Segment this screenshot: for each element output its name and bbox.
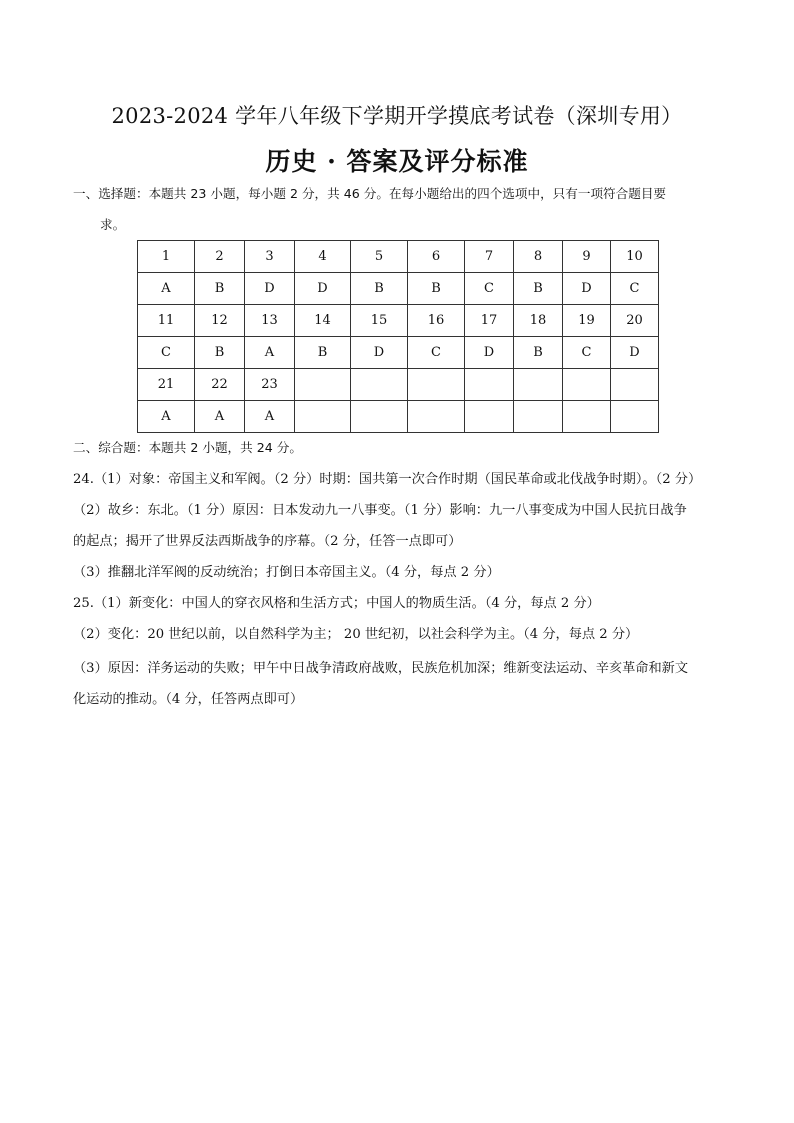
answer-cell: A	[245, 337, 295, 369]
document-title: 2023-2024 学年八年级下学期开学摸底考试卷（深圳专用）	[111, 104, 683, 128]
answer-cell: D	[295, 273, 351, 305]
question-number-cell: 2	[195, 241, 245, 273]
question-number-cell: 14	[295, 305, 351, 337]
question-number-cell	[563, 369, 611, 401]
question-number-cell	[611, 369, 659, 401]
answer-cell: C	[563, 337, 611, 369]
answer-line: 25.（1）新变化：中国人的穿衣风格和生活方式；中国人的物质生活。（4 分，每点 2 分）	[73, 596, 600, 611]
answer-line: （2）变化：20 世纪以前，以自然科学为主； 20 世纪初，以社会科学为主。（4 分，每点 2 分）	[73, 627, 639, 642]
answer-cell	[295, 401, 351, 433]
answer-line: （2）故乡：东北。（1 分）原因：日本发动九一八事变。（1 分）影响：九一八事变成为中国人民抗日战争	[73, 503, 687, 518]
answer-line: 的起点；揭开了世界反法西斯战争的序幕。（2 分，任答一点即可）	[73, 534, 462, 549]
answer-cell	[465, 401, 514, 433]
answer-line: 24.（1）对象：帝国主义和军阀。（2 分）时期：国共第一次合作时期（国民革命或北伐战争时期）。（2 分）	[73, 472, 702, 487]
answer-cell: B	[351, 273, 408, 305]
answer-cell: A	[245, 401, 295, 433]
question-number-cell: 7	[465, 241, 514, 273]
answer-cell	[408, 401, 465, 433]
answer-cell: B	[295, 337, 351, 369]
answer-cell	[351, 401, 408, 433]
answer-cell: B	[195, 273, 245, 305]
answer-table	[137, 240, 659, 433]
question-number-cell: 18	[514, 305, 563, 337]
question-number-cell	[408, 369, 465, 401]
answer-cell: B	[408, 273, 465, 305]
answer-cell	[563, 401, 611, 433]
answer-cell: D	[351, 337, 408, 369]
question-number-cell: 21	[138, 369, 195, 401]
answer-cell: A	[195, 401, 245, 433]
answer-cell: A	[138, 401, 195, 433]
answer-table-row	[138, 305, 659, 337]
question-number-cell	[351, 369, 408, 401]
section1-instructions-cont: 求。	[100, 217, 126, 232]
answer-cell: C	[138, 337, 195, 369]
question-number-cell: 8	[514, 241, 563, 273]
answer-cell: D	[245, 273, 295, 305]
question-number-cell: 15	[351, 305, 408, 337]
question-number-cell: 3	[245, 241, 295, 273]
question-number-cell	[295, 369, 351, 401]
question-number-cell: 19	[563, 305, 611, 337]
answer-table-row	[138, 241, 659, 273]
answer-table-row	[138, 401, 659, 433]
answer-line: （3）推翻北洋军阀的反动统治；打倒日本帝国主义。（4 分，每点 2 分）	[73, 565, 500, 580]
question-number-cell: 23	[245, 369, 295, 401]
document-subtitle: 历史 · 答案及评分标准	[265, 147, 529, 176]
answer-cell	[514, 401, 563, 433]
answer-table-row	[138, 273, 659, 305]
question-number-cell: 11	[138, 305, 195, 337]
answer-cell: D	[563, 273, 611, 305]
answer-table-row	[138, 337, 659, 369]
question-number-cell: 20	[611, 305, 659, 337]
answer-cell: C	[465, 273, 514, 305]
answer-cell: C	[611, 273, 659, 305]
question-number-cell: 5	[351, 241, 408, 273]
answer-cell: B	[195, 337, 245, 369]
question-number-cell: 12	[195, 305, 245, 337]
answer-table-body	[138, 241, 659, 433]
answer-cell: B	[514, 273, 563, 305]
question-number-cell: 16	[408, 305, 465, 337]
answer-cell: D	[611, 337, 659, 369]
question-number-cell	[514, 369, 563, 401]
question-number-cell: 13	[245, 305, 295, 337]
answer-line: 化运动的推动。（4 分，任答两点即可）	[73, 692, 304, 707]
answer-cell	[611, 401, 659, 433]
question-number-cell: 6	[408, 241, 465, 273]
question-number-cell: 4	[295, 241, 351, 273]
section2-heading: 二、综合题：本题共 2 小题，共 24 分。	[73, 440, 302, 455]
question-number-cell	[465, 369, 514, 401]
answer-cell: D	[465, 337, 514, 369]
question-number-cell: 10	[611, 241, 659, 273]
question-number-cell: 17	[465, 305, 514, 337]
answer-cell: C	[408, 337, 465, 369]
question-number-cell: 1	[138, 241, 195, 273]
section1-instructions: 一、选择题：本题共 23 小题，每小题 2 分，共 46 分。在每小题给出的四个选项中，只有一项符合题目要	[73, 186, 667, 201]
answer-table-row	[138, 369, 659, 401]
answer-line: （3）原因：洋务运动的失败；甲午中日战争清政府战败，民族危机加深；维新变法运动、辛亥革命和新文	[73, 661, 689, 676]
question-number-cell: 22	[195, 369, 245, 401]
answer-cell: B	[514, 337, 563, 369]
question-number-cell: 9	[563, 241, 611, 273]
answer-cell: A	[138, 273, 195, 305]
